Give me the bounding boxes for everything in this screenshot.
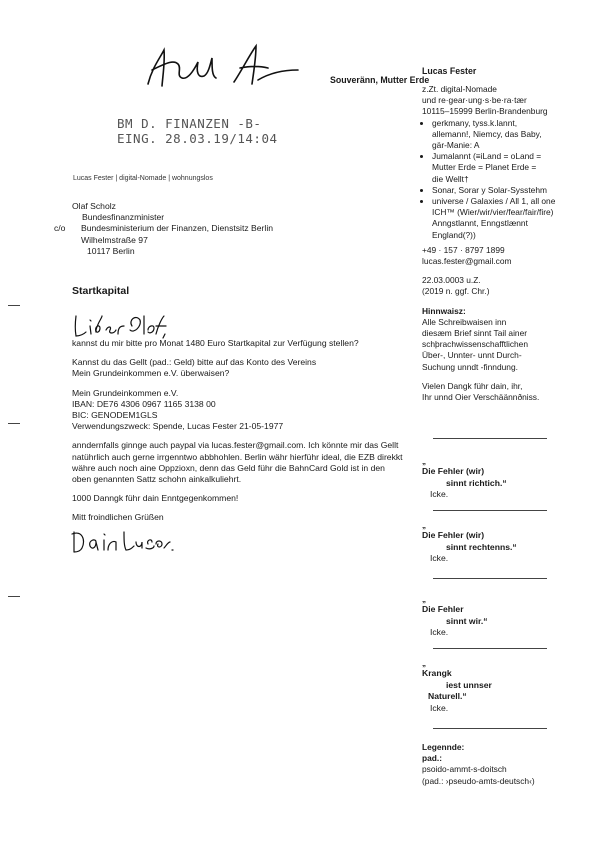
quote-4-mark: „ — [422, 659, 426, 668]
sidebar-line-3: 10115–15999 Berlin-Brandenburg — [422, 106, 548, 117]
header-signature — [138, 40, 308, 95]
quote-3-line-2: sinnt wir.“ — [446, 615, 488, 626]
stamp-line-1: BM D. FINANZEN -B- — [117, 116, 262, 131]
handwritten-salutation — [70, 312, 170, 340]
legend-title: Legennde: — [422, 742, 465, 752]
bank-reference: Verwendungszweck: Spende, Lucas Fester 21-05-1977 — [72, 421, 284, 432]
quote-1-line-1: Die Fehler (wir) — [422, 466, 485, 476]
return-address-line: Lucas Fester | digital-Nomade | wohnungslos — [73, 175, 213, 182]
sidebar-date-2: (2019 n. ggf. Chr.) — [422, 286, 490, 297]
quote-divider-3 — [433, 578, 547, 579]
paragraph-thanks: 1000 Danngk führ dain Enntgegenkommen! — [72, 493, 239, 504]
quote-2-line-2: sinnt rechtenns.“ — [446, 541, 517, 552]
bullet-4-line-4: England(?)) — [432, 229, 476, 240]
quote-1 — [422, 458, 507, 501]
hint-line-5: Suchung unndt -finndung. — [422, 361, 518, 372]
quote-4 — [422, 660, 492, 714]
handwritten-signoff — [68, 526, 178, 556]
quote-4-line-2: iest unnser — [446, 679, 492, 690]
letter-body — [72, 338, 412, 524]
hint-line-3: schþrachwissenschafftlichen — [422, 339, 528, 350]
stamp-line-2: EING. 28.03.19/14:04 — [117, 131, 278, 146]
bullet-2-line-1: • Jumalannt (≡iLand = oLand = — [432, 151, 542, 162]
quote-divider-2 — [433, 510, 547, 511]
paragraph-account-1: Kannst du das Gellt (pad.: Geld) bitte auf das Konto des Vereins — [72, 357, 317, 368]
bullet-1-line-3: gär-Manie: A — [432, 140, 480, 151]
bank-iban: IBAN: DE76 4306 0967 1165 3138 00 — [72, 398, 216, 409]
hint-line-2: diesæm Brief sinnt Tail ainer — [422, 328, 528, 339]
bank-bic: BIC: GENODEM1GLS — [72, 410, 158, 421]
fold-mark-bottom — [8, 596, 20, 597]
bullet-1 — [432, 118, 592, 152]
bullet-3 — [432, 185, 592, 196]
recipient-block — [54, 201, 273, 257]
recipient-org: Bundesministerium der Finanzen, Dienstsitz Berlin — [81, 223, 274, 234]
quote-3-line-1: Die Fehler — [422, 604, 464, 614]
hint-title: Hinnwaisz: — [422, 305, 466, 316]
legend-line-1: psoido-ammt-s-doitsch — [422, 764, 507, 775]
receipt-stamp — [117, 116, 278, 146]
quote-3-mark: „ — [422, 595, 426, 604]
quote-3-attribution: Icke. — [430, 627, 449, 637]
closing: Mitt froindlichen Grüßen — [72, 512, 164, 523]
legend-line-2: (pad.: ›pseudo-amts-deutsch‹) — [422, 775, 535, 786]
bullet-4-line-3: Anngstlannt, Enngstlænnt — [432, 218, 528, 229]
quote-divider-4 — [433, 648, 547, 649]
quote-1-line-2: sinnt richtich.“ — [446, 477, 507, 488]
paragraph-paypal-3: währe auch noch aine Oppzioхn, denn das Geld führ die BahnCard Gold ist in den — [72, 462, 385, 473]
paragraph-paypal-1: anndernfalls ginnge auch paypal via lucas.fester@gmail.com. Ich könnte mir das Gellt — [72, 440, 399, 451]
bullet-4-line-2: ICH™ (Wier/wir/vier/fear/fair/fire) — [432, 207, 554, 218]
subject: Startkapital — [72, 285, 130, 297]
legend-key: pad.: — [422, 753, 443, 764]
header-tagline: Souveränn, Mutter Erde — [330, 75, 430, 85]
quote-2-mark: „ — [422, 521, 426, 530]
quote-4-line-3: Naturell.“ — [428, 691, 467, 701]
legend — [422, 742, 592, 787]
bullet-4 — [432, 196, 592, 241]
bullet-4-line-1: • universe / Galaxies / All 1, all one — [432, 196, 556, 207]
fold-mark-top — [8, 305, 20, 306]
recipient-title: Bundesfinanzminister — [82, 212, 165, 223]
bullet-2-line-3: die Wellt† — [432, 173, 469, 184]
thanks-line-1: Vielen Dangk führ dain, ihr, — [422, 380, 523, 391]
hint-line-1: Alle Schreibwaisen inn — [422, 316, 507, 327]
thanks-line-2: Ihr unnd Oier Verschäännðniss. — [422, 392, 540, 403]
sidebar-email: lucas.fester@gmail.com — [422, 256, 512, 267]
quote-divider-5 — [433, 728, 547, 729]
sidebar-details — [422, 84, 592, 403]
bullet-1-line-2: allemann!, Niemcy, das Baby, — [432, 128, 542, 139]
paragraph-account-2: Mein Grundeinkommen e.V. überwaisen? — [72, 368, 230, 379]
quote-1-mark: „ — [422, 457, 426, 466]
quote-2-attribution: Icke. — [430, 553, 449, 563]
recipient-city: 10117 Berlin — [87, 245, 135, 256]
sidebar-bullets — [422, 118, 592, 241]
quote-2 — [422, 522, 517, 565]
sidebar-phone: +49 · 157 · 8797 1899 — [422, 244, 505, 255]
quote-4-line-1: Krangk — [422, 668, 452, 678]
sender-name: Lucas Fester — [422, 66, 477, 76]
quote-4-attribution: Icke. — [430, 702, 449, 713]
quote-divider-1 — [433, 438, 547, 439]
paragraph-request: kannst du mir bitte pro Monat 1480 Euro Startkapital zur Verfügung stellen? — [72, 338, 359, 348]
quote-2-line-1: Die Fehler (wir) — [422, 530, 485, 540]
paragraph-paypal-2: natührlich auch gerne irrgenntwo abbhohlen. Berlin währ hierführ ideal, die EZB direkkt — [72, 451, 403, 462]
quote-1-attribution: Icke. — [430, 489, 449, 499]
bullet-2-line-2: Mutter Erde = Planet Erde = — [432, 162, 537, 173]
paragraph-paypal-4: oben genannten Sattz schohn ainkalkuliehrt. — [72, 474, 242, 485]
sidebar-date-1: 22.03.0003 u.Z. — [422, 275, 481, 286]
sidebar-line-1: z.Zt. digital-Nomade — [422, 84, 497, 94]
bullet-2 — [432, 151, 592, 185]
bank-name: Mein Grundeinkommen e.V. — [72, 387, 179, 398]
bullet-1-line-1: • gerkmany, tyss.k.lannt, — [432, 117, 518, 128]
punch-mark-middle — [8, 423, 20, 424]
hint-line-4: Über-, Unnter- unnt Durch- — [422, 350, 522, 361]
bullet-3-line-1: • Sonar, Sorar y Solar-Sysstehm — [432, 184, 547, 195]
recipient-name: Olaf Scholz — [72, 201, 116, 211]
quote-3 — [422, 596, 488, 639]
sidebar-line-2: und re·gear·ung·s·be·ra·tær — [422, 95, 527, 106]
recipient-street: Wilhelmstraße 97 — [81, 234, 148, 245]
recipient-co: c/o — [54, 223, 66, 234]
recipient-org-line — [54, 223, 273, 234]
